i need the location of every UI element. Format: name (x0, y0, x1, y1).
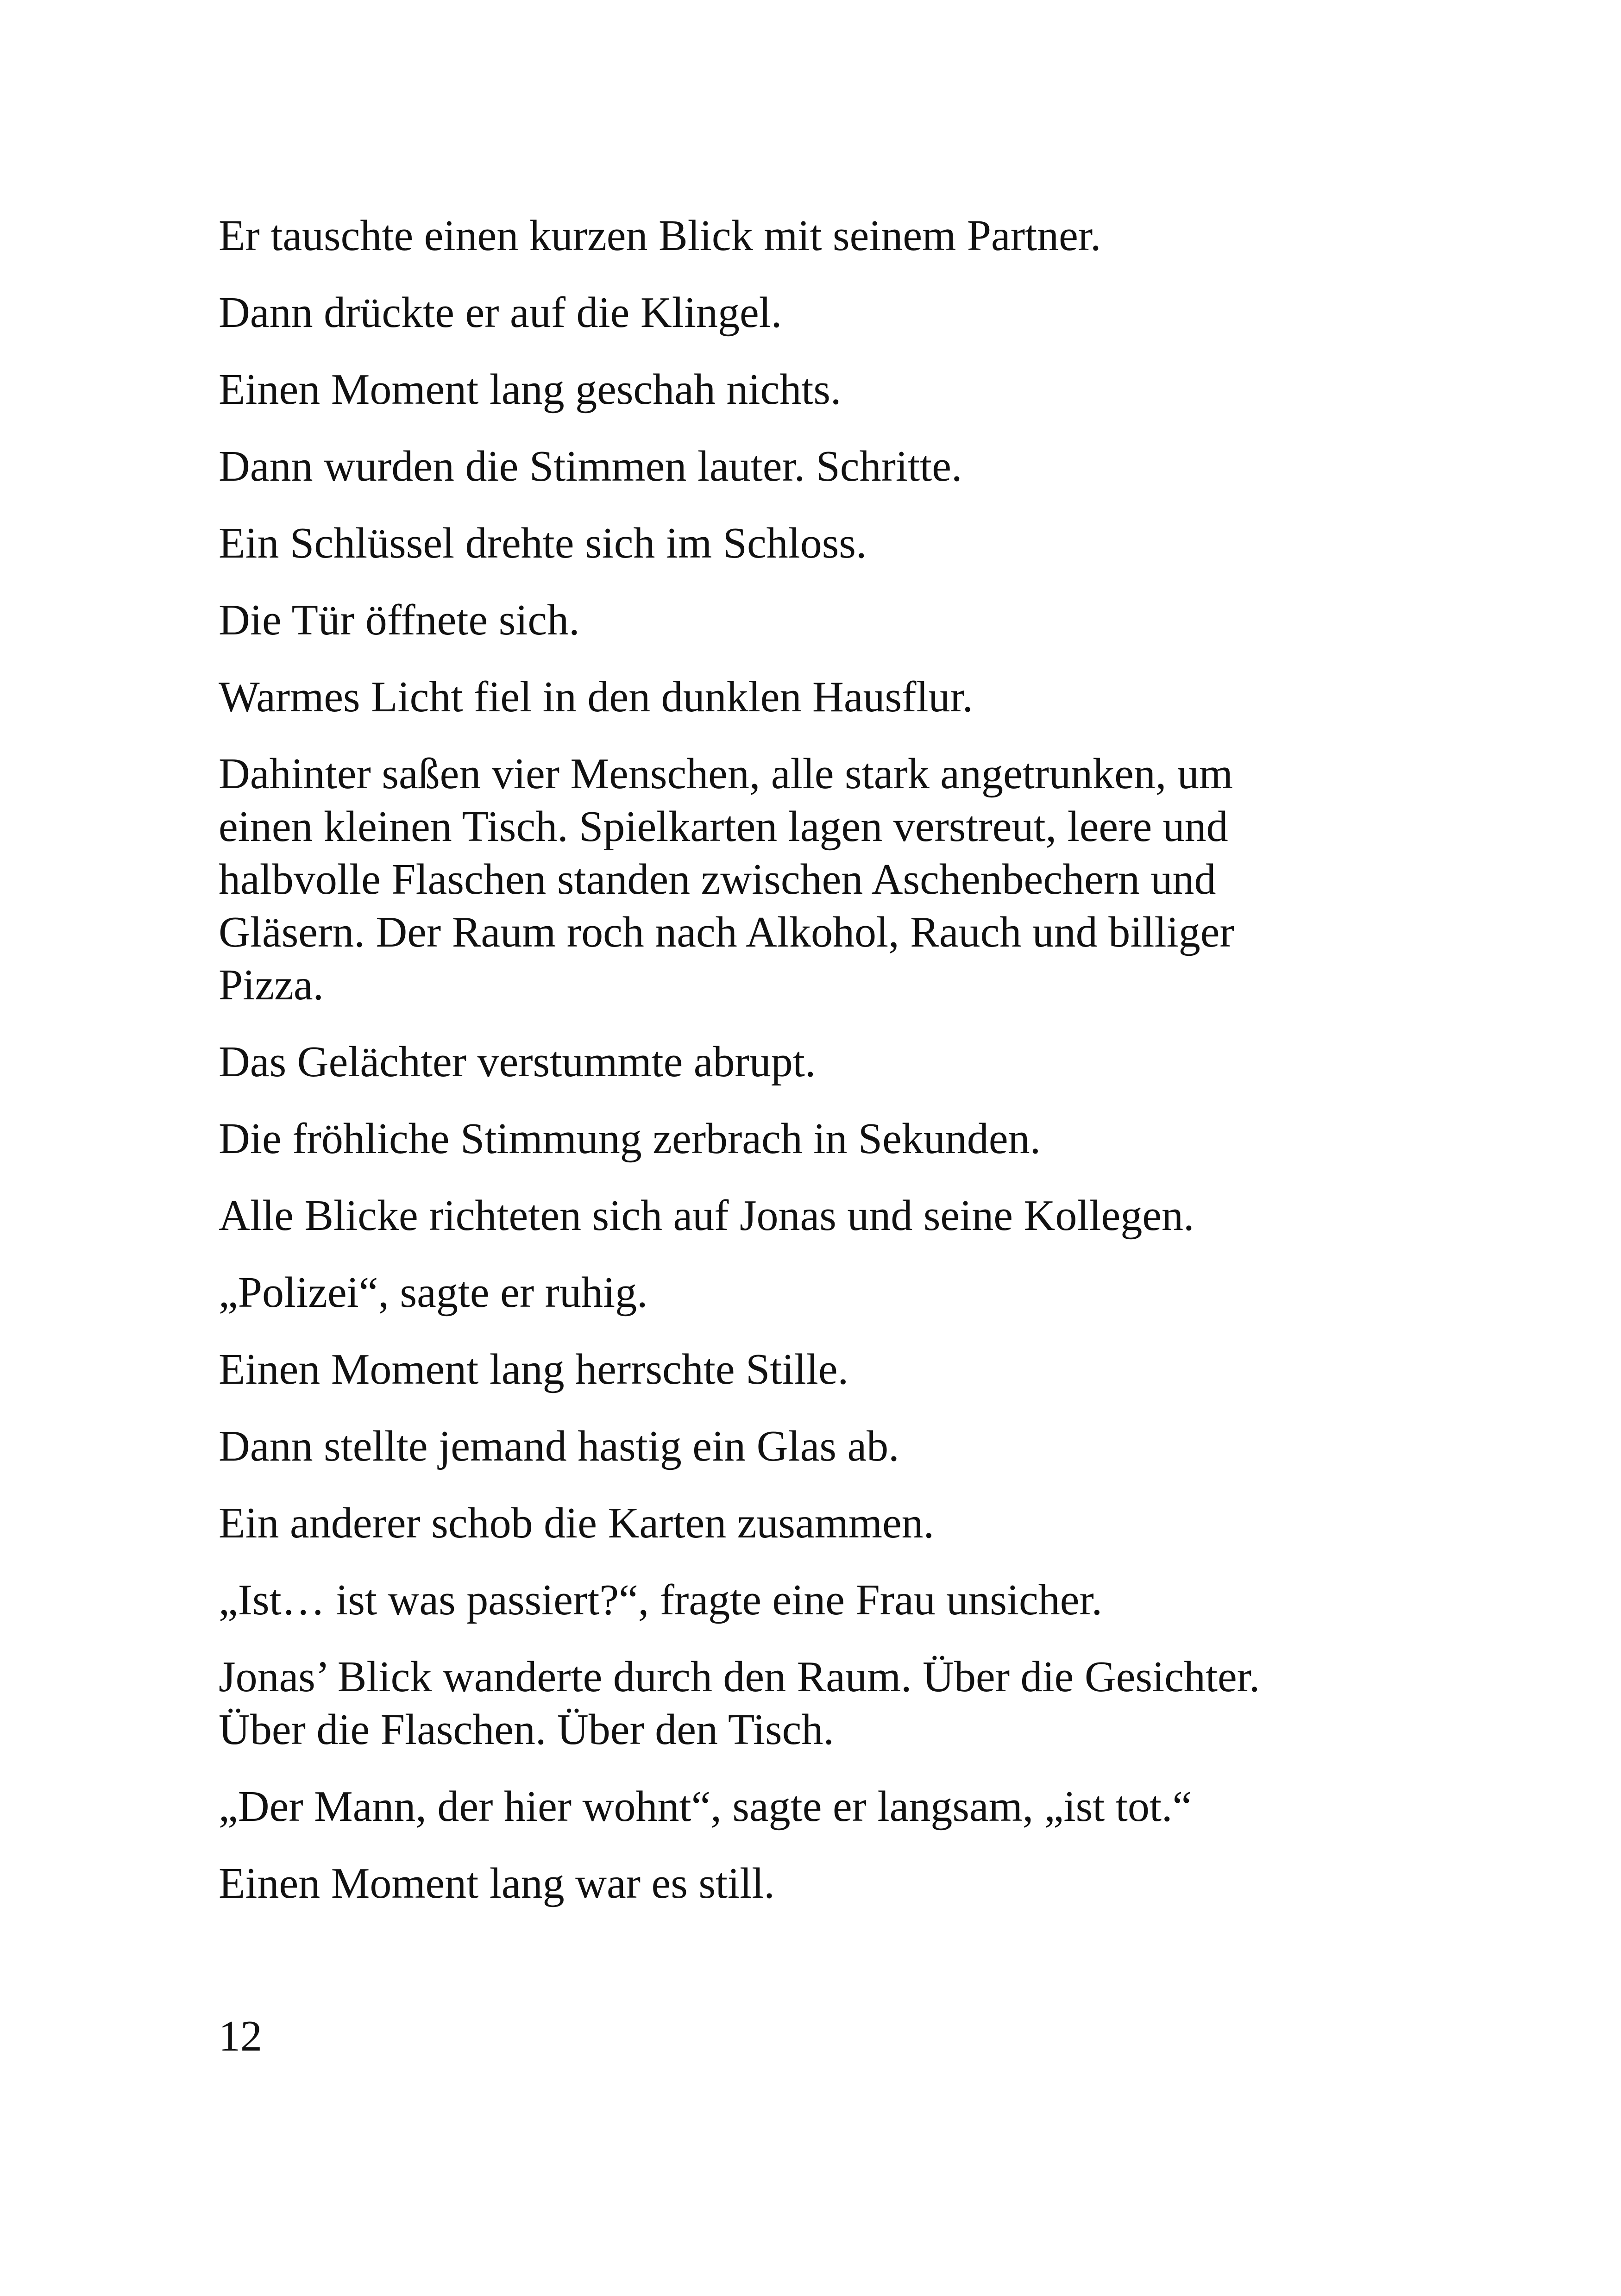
paragraph-15: Ein anderer schob die Karten zusammen. (219, 1499, 935, 1547)
paragraph-17: Jonas’ Blick wanderte durch den Raum. Über die Gesichter. Über die Flaschen. Über den Tisch. (219, 1653, 1260, 1754)
paragraph-18: „Der Mann, der hier wohnt“, sagte er langsam, „ist tot.“ (219, 1782, 1192, 1831)
paragraph-1: Er tauschte einen kurzen Blick mit seinem Partner. (219, 212, 1101, 260)
page-number: 12 (219, 2012, 262, 2060)
paragraph-19: Einen Moment lang war es still. (219, 1859, 775, 1907)
paragraph-2: Dann drückte er auf die Klingel. (219, 289, 782, 337)
paragraph-9: Das Gelächter verstummte abrupt. (219, 1038, 816, 1086)
paragraph-8: Dahinter saßen vier Menschen, alle stark angetrunken, um einen kleinen Tisch. Spielkarten lagen verstreut, leere und halbvolle Flaschen standen zwischen Aschenbechern und Gläsern. Der Raum roch nach Alkohol, Rauch und billiger Pizza. (219, 750, 1234, 1009)
paragraph-16: „Ist… ist was passiert?“, fragte eine Frau unsicher. (219, 1576, 1103, 1624)
paragraph-4: Dann wurden die Stimmen lauter. Schritte. (219, 442, 962, 490)
paragraph-3: Einen Moment lang geschah nichts. (219, 365, 842, 414)
paragraph-5: Ein Schlüssel drehte sich im Schloss. (219, 519, 867, 567)
body-text (219, 209, 1404, 1910)
paragraph-7: Warmes Licht fiel in den dunklen Hausflur. (219, 673, 974, 721)
paragraph-6: Die Tür öffnete sich. (219, 596, 580, 644)
paragraph-13: Einen Moment lang herrschte Stille. (219, 1345, 849, 1393)
paragraph-12: „Polizei“, sagte er ruhig. (219, 1268, 648, 1317)
paragraph-14: Dann stellte jemand hastig ein Glas ab. (219, 1422, 899, 1470)
paragraph-10: Die fröhliche Stimmung zerbrach in Sekunden. (219, 1115, 1041, 1163)
paragraph-11: Alle Blicke richteten sich auf Jonas und seine Kollegen. (219, 1192, 1194, 1240)
